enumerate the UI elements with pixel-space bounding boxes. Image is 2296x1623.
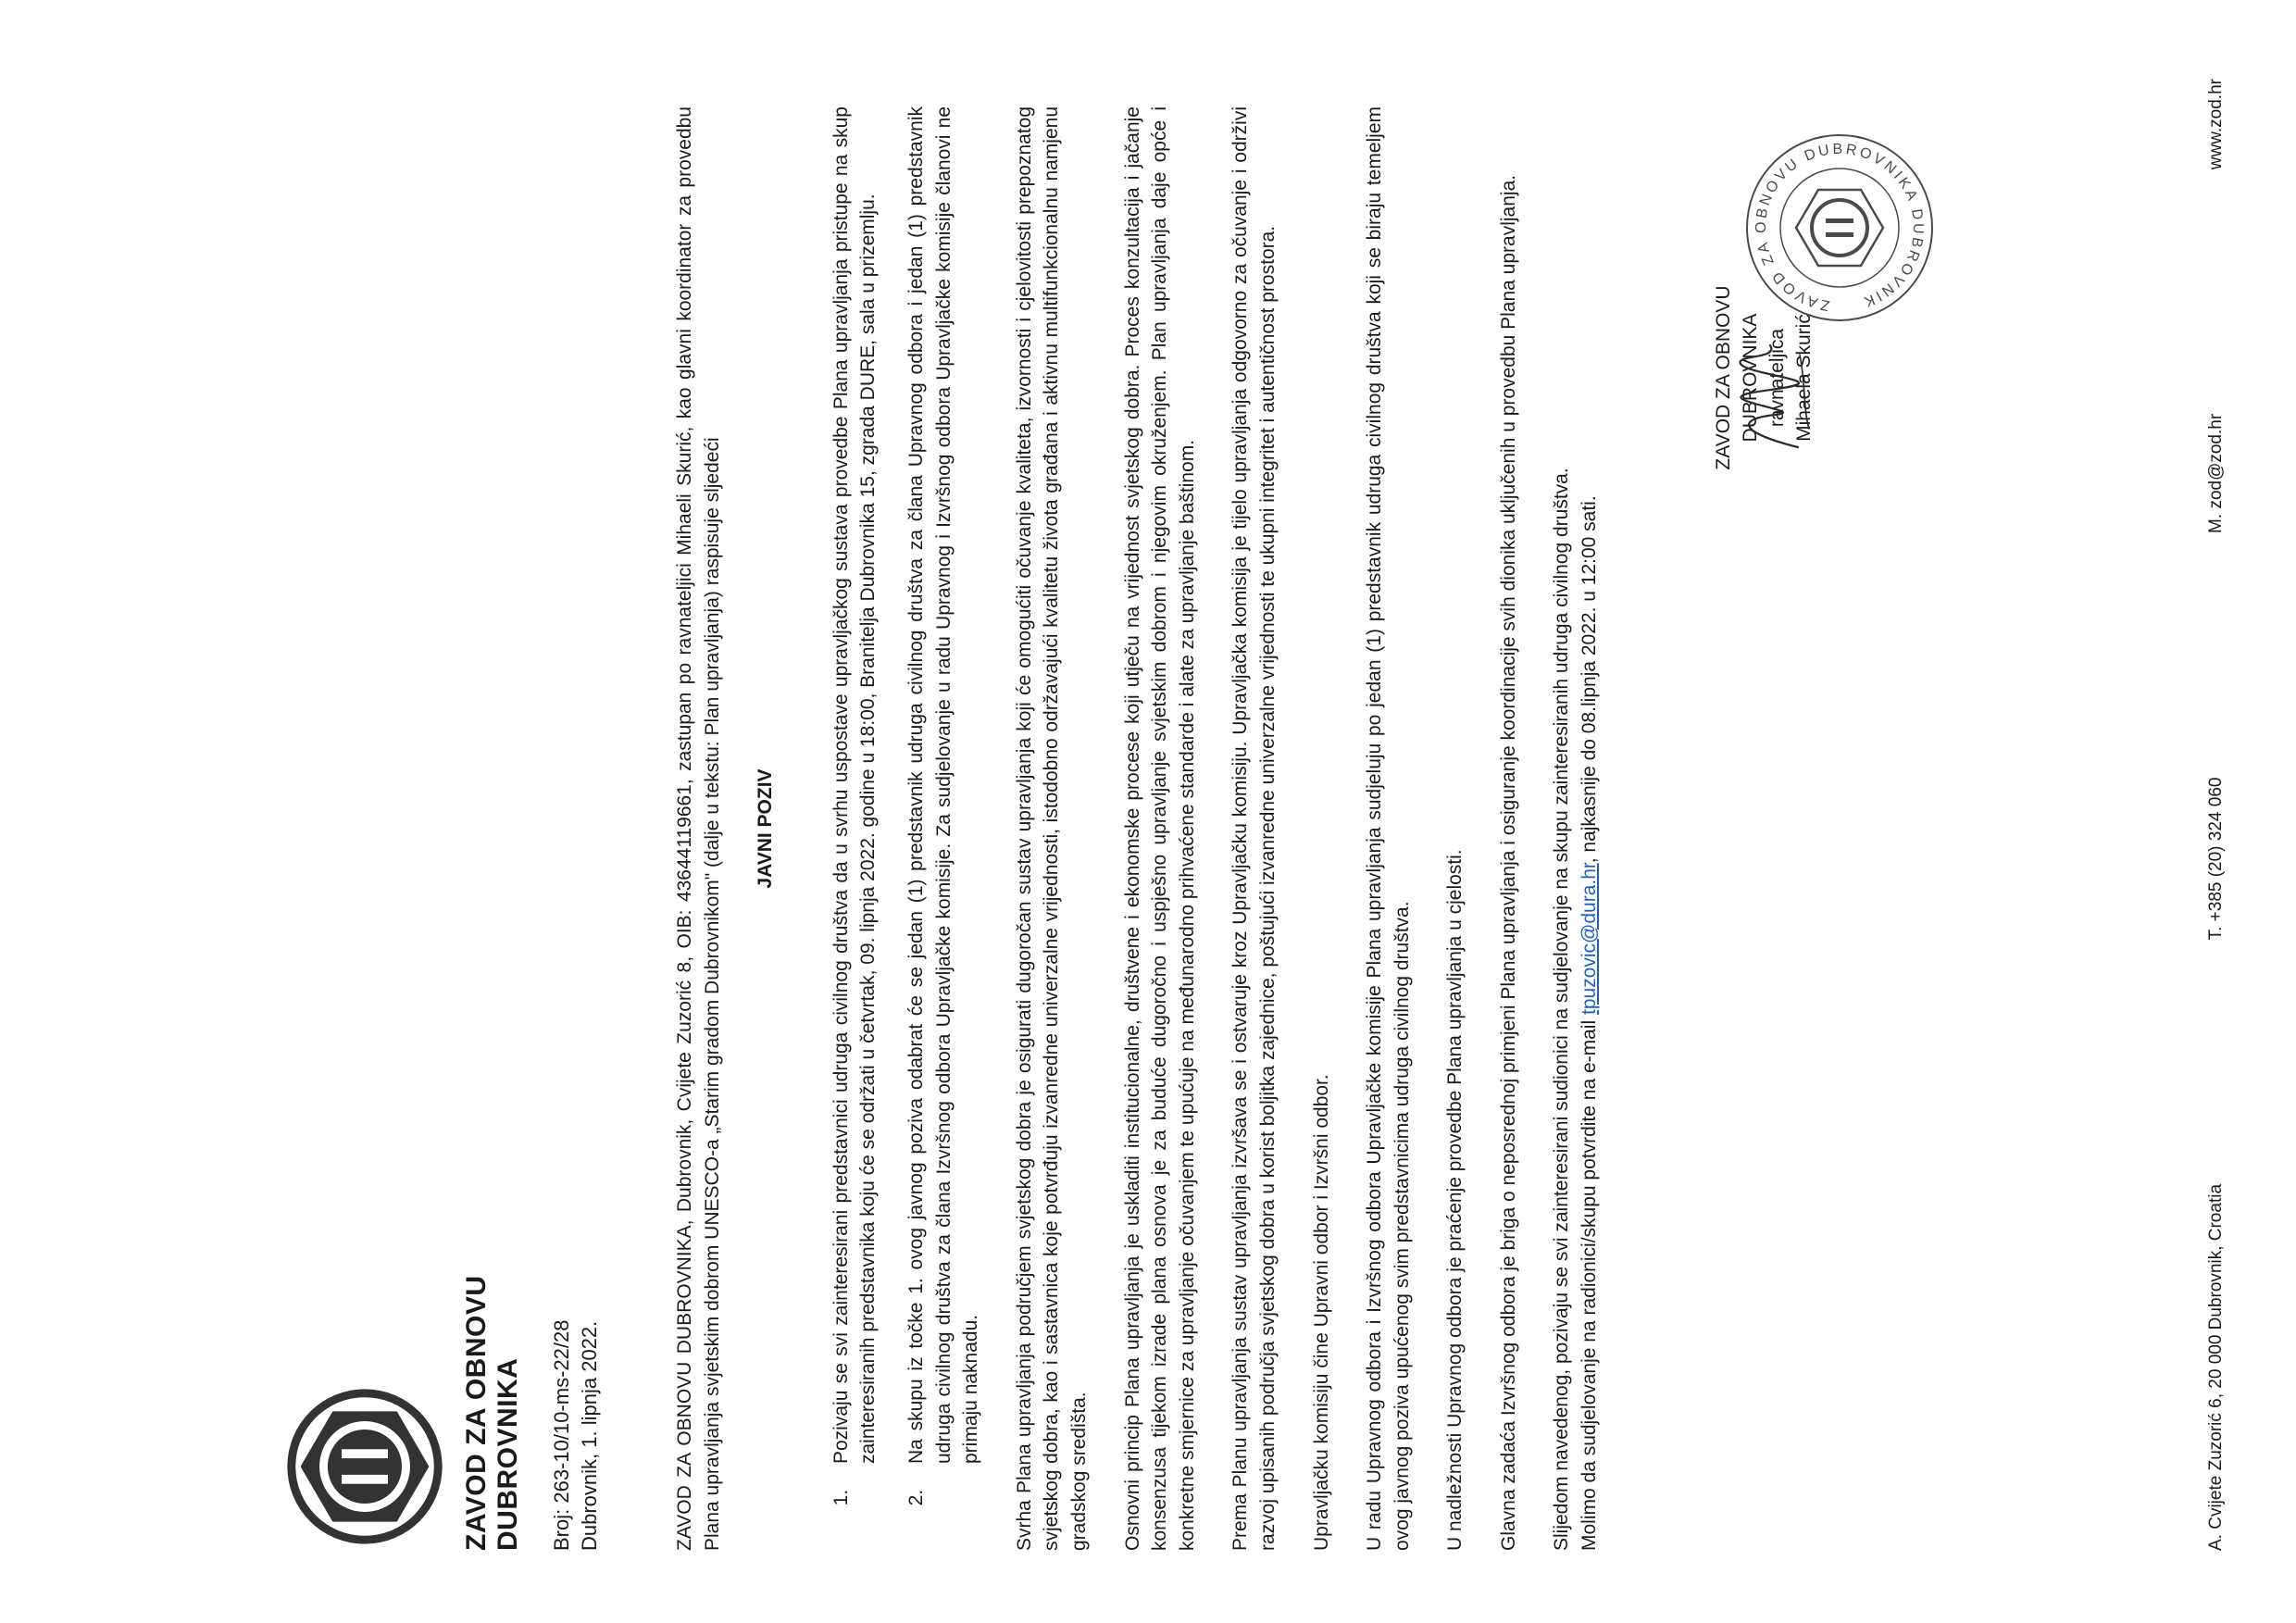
document-title: JAVNI POZIV xyxy=(755,768,777,889)
paragraph: U radu Upravnog odbora i Izvršnog odbora Upravljačke komisije Plana upravljanja sudjeluju po jedan (1) predstavnik udruga civilnog društva koji se biraju temeljem ovog javnog poziva upućenog svim predstavnicima udruga civilnog društva. xyxy=(1364,106,1413,1551)
closing-paragraph xyxy=(1548,106,1603,1551)
closing-line2-start: Molimo da sudjelovanje na radionici/skupu potvrdite na e-mail xyxy=(1578,1015,1601,1551)
reference-number: Broj: 263-10/10-ms-22/28 xyxy=(550,1319,573,1551)
closing-line2-end: , najkasnije do 08.lipnja 2022. u 12:00 sati. xyxy=(1578,495,1601,864)
list-item: 2. Na skupu iz točke 1. ovog javnog poziva odabrat će se jedan (1) predstavnik udruga civilnog društva za člana Upravnog odbora i jedan (1) predstavnik udruga civilnog društva za člana Izvršnog odbora Upravljačke komisije. Za sudjelovanje u radu Upravnog i Izvršnog odbora Upravljačke komisije članovi ne primaju naknadu. xyxy=(903,106,985,1484)
paragraph: Glavna zadaća Izvršnog odbora je briga o neposrednoj primjeni Plana upravljanja i osiguranje koordinacije svih dionika uključenih u provedbu Plana upravljanja. xyxy=(1497,174,1519,1551)
intro-paragraph: ZAVOD ZA OBNOVU DUBROVNIKA, Dubrovnik, Cvijete Zuzorić 8, OIB: 43644119661, zastupan po ravnateljici Mihaeli Skurić, kao glavni koordinator za provedbu Plana upravljanja svjetskim dobrom UNESCO-a „Starim gradom Dubrovnikom" (dalje u tekstu: Plan upravljanja) raspisuje sljedeći xyxy=(674,106,723,1551)
reference-block xyxy=(548,1320,604,1551)
signature-role: ravnateljica xyxy=(1766,328,1788,428)
letter-body xyxy=(671,106,1603,1551)
paragraph: Svrha Plana upravljanja područjem svjetskog dobra je osigurati dugoročan sustav upravljanja koji će omogućiti očuvanje kvaliteta, izvornosti i cjelovitosti prepoznatog svjetskog dobra, kao i sastavnica koje potvrđuju izvanredne univerzalne vrijednosti, istodobno održavajući kvalitetu života građana i aktivnu multifunkcionalnu namjenu gradskog središta. xyxy=(1013,106,1090,1551)
org-name-line2: DUBROVNIKA xyxy=(493,1357,523,1551)
list-item: 1. Pozivaju se svi zainteresirani predstavnici udruga civilnog društva da u svrhu uspostave upravljačkog sustava provedbe Plana upravljanja pristupe na skup zainteresiranih predstavnika koju će se održati u četvrtak, 09. lipnja 2022. godine u 18:00, Branitelja Dubrovnika 15, zgrada DURE, sala u prizemlju. xyxy=(828,106,882,1484)
org-name-line1: ZAVOD ZA OBNOVU xyxy=(461,1275,492,1551)
signature-name: Mihaela Skurić xyxy=(1793,314,1815,442)
handwritten-signature-icon xyxy=(1724,336,1826,456)
signature-org: ZAVOD ZA OBNOVU DUBROVNIKA xyxy=(1713,285,1761,470)
points-list xyxy=(828,106,985,1551)
footer-website: www.zod.hr xyxy=(2206,79,2226,170)
paragraph: Prema Planu upravljanja sustav upravljanja izvršava se i ostvaruje kroz Upravljačku komisiju. Upravljačka komisija je tijelo upravljanja odgovorno za očuvanje i održivi razvoj upisanih područja svjetskog dobra u korist boljitka zajednice, poštujući izvanredne univerzalne vrijednosti te ukupni integritet i autentičnost prostora. xyxy=(1229,106,1279,1551)
contact-email-link[interactable]: tpuzovic@dura.hr xyxy=(1578,863,1601,1016)
footer-address: A. Cvijete Zuzorić 6, 20 000 Dubrovnik, Croatia xyxy=(2206,1183,2226,1551)
footer xyxy=(2206,79,2227,1551)
place-date: Dubrovnik, 1. lipnja 2022. xyxy=(578,1320,601,1551)
footer-email: M. zod@zod.hr xyxy=(2206,413,2226,533)
paragraph: Osnovni princip Plana upravljanja je uskladiti institucionalne, društvene i ekonomske procese koji utječu na vrijednost svjetskog dobra. Proces konzultacija i jačanje konsenzusa tijekom izrade plana osnova je za buduće dugoročno i uspješno upravljanje svjetskim dobrom i njegovim okruženjem. Plan upravljanja daje opće i konkretne smjernice za upravljanje očuvanjem te upućuje na međunarodno prihvaćene standarde i alate za upravljanje baštinom. xyxy=(1121,106,1198,1551)
official-stamp-icon xyxy=(1742,131,1937,325)
paragraph: Upravljačku komisiju čine Upravni odbor i Izvršni odbor. xyxy=(1310,1074,1332,1551)
closing-line1: Slijedom navedenog, pozivaju se svi zainteresirani sudionici na sudjelovanje na skupu zainteresiranih udruga civilnog društva. xyxy=(1551,468,1573,1551)
stamp-text: ZAVOD ZA OBNOVU DUBROVNIKA DUBROVNIK xyxy=(1753,141,1927,314)
footer-phone: T. +385 (20) 324 060 xyxy=(2206,777,2226,941)
paragraph: U nadležnosti Upravnog odbora je praćenje provedbe Plana upravljanja u cjelosti. xyxy=(1444,849,1466,1551)
org-name xyxy=(461,1276,524,1552)
zod-logo-icon xyxy=(282,1384,447,1549)
